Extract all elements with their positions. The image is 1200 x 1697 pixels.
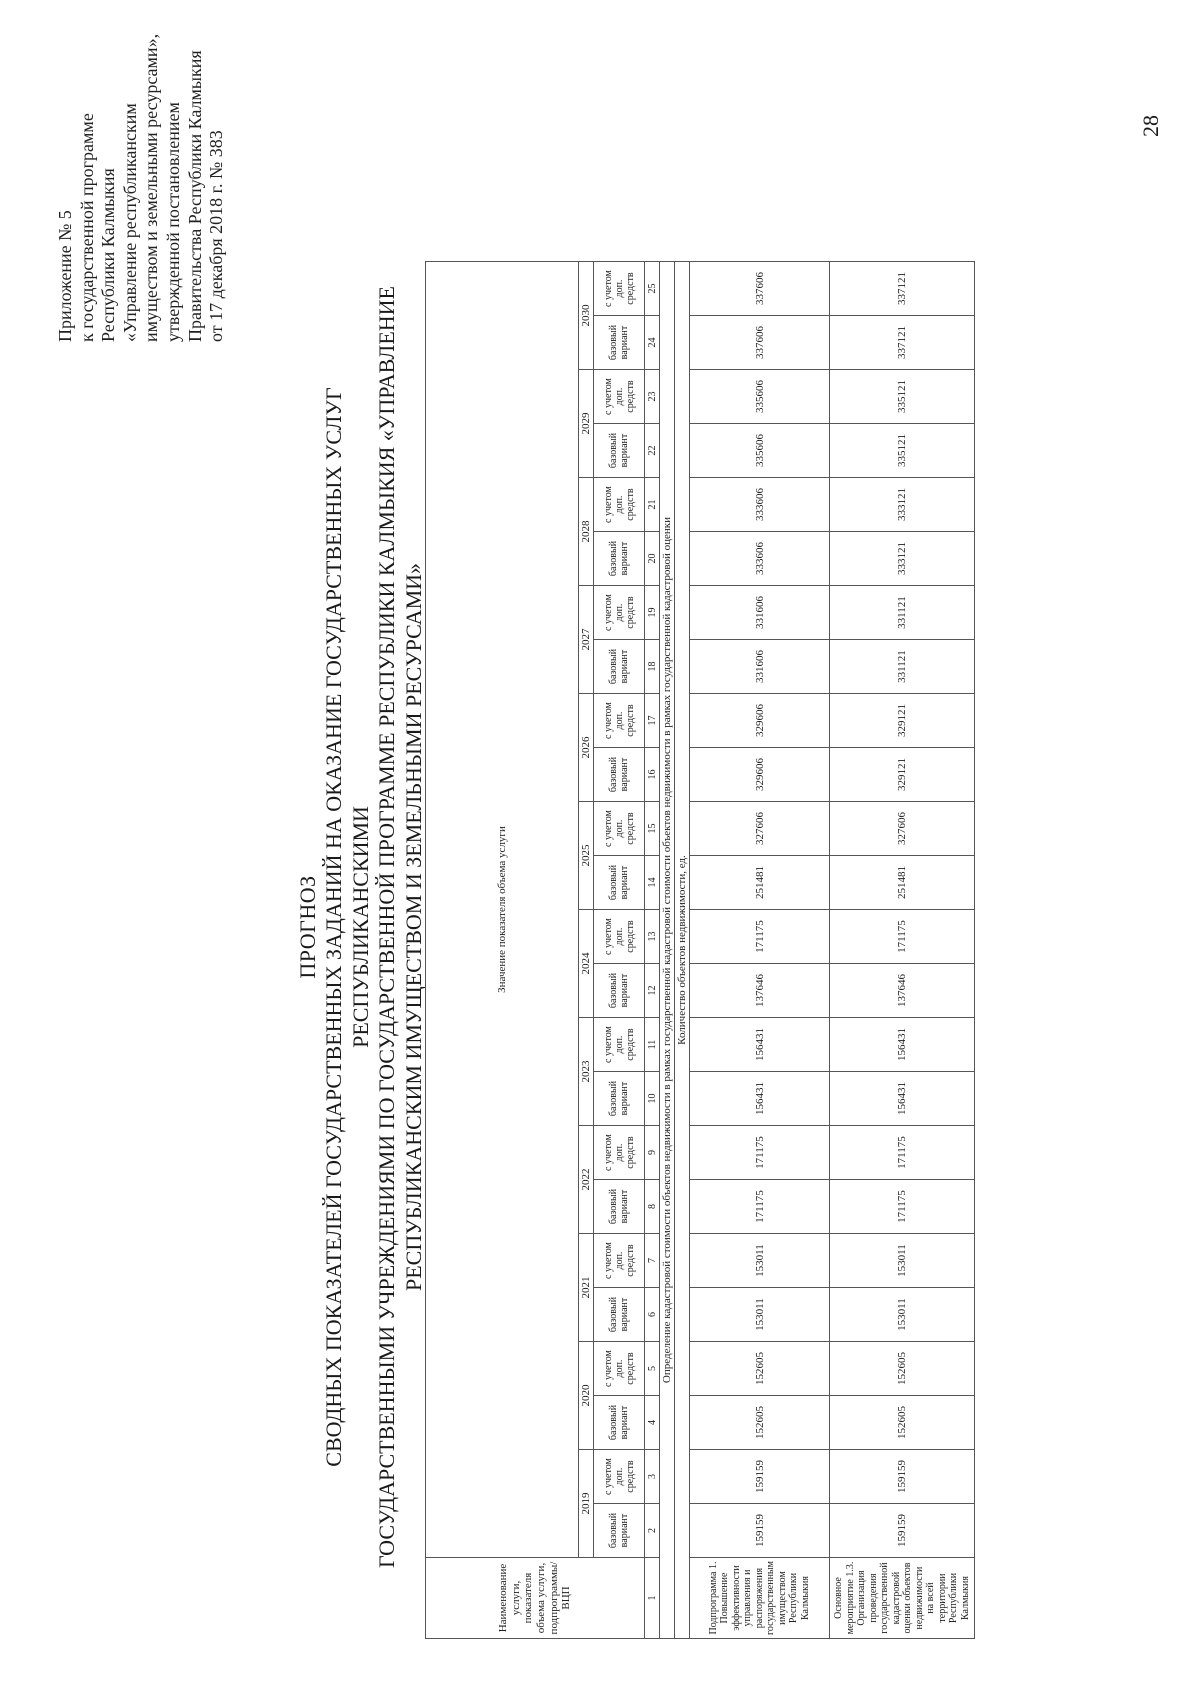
column-number: 14 (645, 856, 660, 910)
row-value: 159159 (690, 1504, 830, 1558)
row-value: 331121 (830, 586, 975, 640)
row-value: 327606 (830, 802, 975, 856)
base-variant-header: базовый вариант (594, 964, 645, 1018)
column-number: 15 (645, 802, 660, 856)
extra-funds-variant-header: с учетом доп. средств (594, 802, 645, 856)
extra-funds-variant-header: с учетом доп. средств (594, 1342, 645, 1396)
year-header: 2022 (579, 1126, 594, 1234)
column-number: 12 (645, 964, 660, 1018)
title-line-1: ПРОГНОЗ (295, 875, 320, 979)
row-value: 333121 (830, 478, 975, 532)
extra-funds-variant-header: с учетом доп. средств (594, 262, 645, 316)
base-variant-header: базовый вариант (594, 640, 645, 694)
row-value: 152605 (690, 1342, 830, 1396)
row-value: 331121 (830, 640, 975, 694)
row-value: 156431 (690, 1018, 830, 1072)
row-value: 171175 (830, 1180, 975, 1234)
row-value: 337121 (830, 316, 975, 370)
year-header: 2030 (579, 262, 594, 370)
row-value: 171175 (690, 1126, 830, 1180)
column-number: 17 (645, 694, 660, 748)
row-value: 337606 (690, 316, 830, 370)
column-number: 5 (645, 1342, 660, 1396)
row-value: 153011 (690, 1288, 830, 1342)
row-value: 329606 (690, 694, 830, 748)
base-variant-header: базовый вариант (594, 748, 645, 802)
column-number: 2 (645, 1504, 660, 1558)
year-header: 2020 (579, 1342, 594, 1450)
row-value: 156431 (830, 1072, 975, 1126)
base-variant-header: базовый вариант (594, 316, 645, 370)
row-name: Подпрограмма 1. Повышение эффективности управления и распоряжения государственным имуществом Республики Калмыкия (690, 1558, 830, 1639)
row-value: 331606 (690, 586, 830, 640)
row-value: 335121 (830, 370, 975, 424)
year-header: 2027 (579, 586, 594, 694)
forecast-table (425, 261, 975, 1639)
column-number: 24 (645, 316, 660, 370)
row-value: 137646 (830, 964, 975, 1018)
row-value: 327606 (690, 802, 830, 856)
base-variant-header: базовый вариант (594, 1504, 645, 1558)
annex-note: Приложение № 5 к государственной программе Республики Калмыкия «Управление республиканским имуществом и земельными ресурсами», утвержденной постановлением Правительства Республики Калмыкия от 17 декабря 2018 г. № 383 (55, 33, 227, 342)
row-value: 159159 (830, 1450, 975, 1504)
row-value: 337606 (690, 262, 830, 316)
year-header: 2029 (579, 370, 594, 478)
row-value: 159159 (830, 1504, 975, 1558)
year-header: 2023 (579, 1018, 594, 1126)
row-value: 251481 (830, 856, 975, 910)
row-value: 251481 (690, 856, 830, 910)
row-value: 153011 (830, 1288, 975, 1342)
base-variant-header: базовый вариант (594, 1072, 645, 1126)
title-line-4: РЕСПУБЛИКАНСКИМ ИМУЩЕСТВОМ И ЗЕМЕЛЬНЫМИ РЕСУРСАМИ» (400, 562, 426, 1292)
document-title (295, 277, 427, 1577)
column-number: 16 (645, 748, 660, 802)
base-variant-header: базовый вариант (594, 1396, 645, 1450)
column-number: 13 (645, 910, 660, 964)
row-value: 329121 (830, 748, 975, 802)
column-number: 10 (645, 1072, 660, 1126)
column-number: 1 (645, 1558, 660, 1639)
page-number: 28 (1138, 115, 1163, 137)
row-value: 335121 (830, 424, 975, 478)
extra-funds-variant-header: с учетом доп. средств (594, 586, 645, 640)
column-number: 19 (645, 586, 660, 640)
unit-title: Количество объектов недвижимости, ед. (675, 262, 690, 1639)
row-value: 171175 (830, 1126, 975, 1180)
column-number: 7 (645, 1234, 660, 1288)
row-value: 171175 (830, 910, 975, 964)
row-name: Основное мероприятие 1.3. Организация проведения государственной кадастровой оценки объектов недвижимости на всей территории Республики Калмыкия (830, 1558, 975, 1639)
column-number: 18 (645, 640, 660, 694)
column-number: 4 (645, 1396, 660, 1450)
column-number: 11 (645, 1018, 660, 1072)
row-value: 153011 (830, 1234, 975, 1288)
year-header: 2026 (579, 694, 594, 802)
row-value: 337121 (830, 262, 975, 316)
column-number: 6 (645, 1288, 660, 1342)
row-value: 333606 (690, 532, 830, 586)
row-value: 331606 (690, 640, 830, 694)
column-number: 20 (645, 532, 660, 586)
base-variant-header: базовый вариант (594, 532, 645, 586)
row-value: 153011 (690, 1234, 830, 1288)
row-value: 329121 (830, 694, 975, 748)
row-value: 152605 (690, 1396, 830, 1450)
row-value: 329606 (690, 748, 830, 802)
row-value: 152605 (830, 1396, 975, 1450)
year-header: 2028 (579, 478, 594, 586)
extra-funds-variant-header: с учетом доп. средств (594, 1450, 645, 1504)
column-number: 23 (645, 370, 660, 424)
row-value: 159159 (690, 1450, 830, 1504)
row-value: 156431 (690, 1072, 830, 1126)
table-row (690, 262, 830, 1639)
title-line-2: СВОДНЫХ ПОКАЗАТЕЛЕЙ ГОСУДАРСТВЕННЫХ ЗАДАНИЙ НА ОКАЗАНИЕ ГОСУДАРСТВЕННЫХ УСЛУГ РЕСПУБЛИКАНСКИМИ (321, 387, 373, 1467)
base-variant-header: базовый вариант (594, 1288, 645, 1342)
row-value: 171175 (690, 1180, 830, 1234)
extra-funds-variant-header: с учетом доп. средств (594, 694, 645, 748)
row-value: 156431 (830, 1018, 975, 1072)
year-header: 2025 (579, 802, 594, 910)
year-header: 2019 (579, 1450, 594, 1558)
column-number: 3 (645, 1450, 660, 1504)
row-value: 333121 (830, 532, 975, 586)
year-header: 2024 (579, 910, 594, 1018)
value-column-header: Значение показателя объема услуги (426, 262, 579, 1558)
year-header: 2021 (579, 1234, 594, 1342)
extra-funds-variant-header: с учетом доп. средств (594, 910, 645, 964)
column-number: 22 (645, 424, 660, 478)
extra-funds-variant-header: с учетом доп. средств (594, 1126, 645, 1180)
row-value: 152605 (830, 1342, 975, 1396)
column-number: 25 (645, 262, 660, 316)
column-number: 9 (645, 1126, 660, 1180)
base-variant-header: базовый вариант (594, 424, 645, 478)
section-title: Определение кадастровой стоимости объектов недвижимости в рамках государственной кадастровой стоимости объектов недвижимости в рамках государственной кадастровой оценки (660, 262, 675, 1639)
column-number: 21 (645, 478, 660, 532)
row-value: 335606 (690, 424, 830, 478)
extra-funds-variant-header: с учетом доп. средств (594, 1018, 645, 1072)
base-variant-header: базовый вариант (594, 856, 645, 910)
row-value: 137646 (690, 964, 830, 1018)
column-number: 8 (645, 1180, 660, 1234)
row-value: 171175 (690, 910, 830, 964)
base-variant-header: базовый вариант (594, 1180, 645, 1234)
name-column-header: Наименование услуги, показателя объема услуги, подпрограммы/ ВЦП (426, 1558, 645, 1639)
row-value: 335606 (690, 370, 830, 424)
extra-funds-variant-header: с учетом доп. средств (594, 478, 645, 532)
table-row (830, 262, 975, 1639)
row-value: 333606 (690, 478, 830, 532)
title-line-3: ГОСУДАРСТВЕННЫМИ УЧРЕЖДЕНИЯМИ ПО ГОСУДАРСТВЕННОЙ ПРОГРАММЕ РЕСПУБЛИКИ КАЛМЫКИЯ «УПРАВЛЕНИЕ (374, 286, 400, 1568)
extra-funds-variant-header: с учетом доп. средств (594, 370, 645, 424)
extra-funds-variant-header: с учетом доп. средств (594, 1234, 645, 1288)
